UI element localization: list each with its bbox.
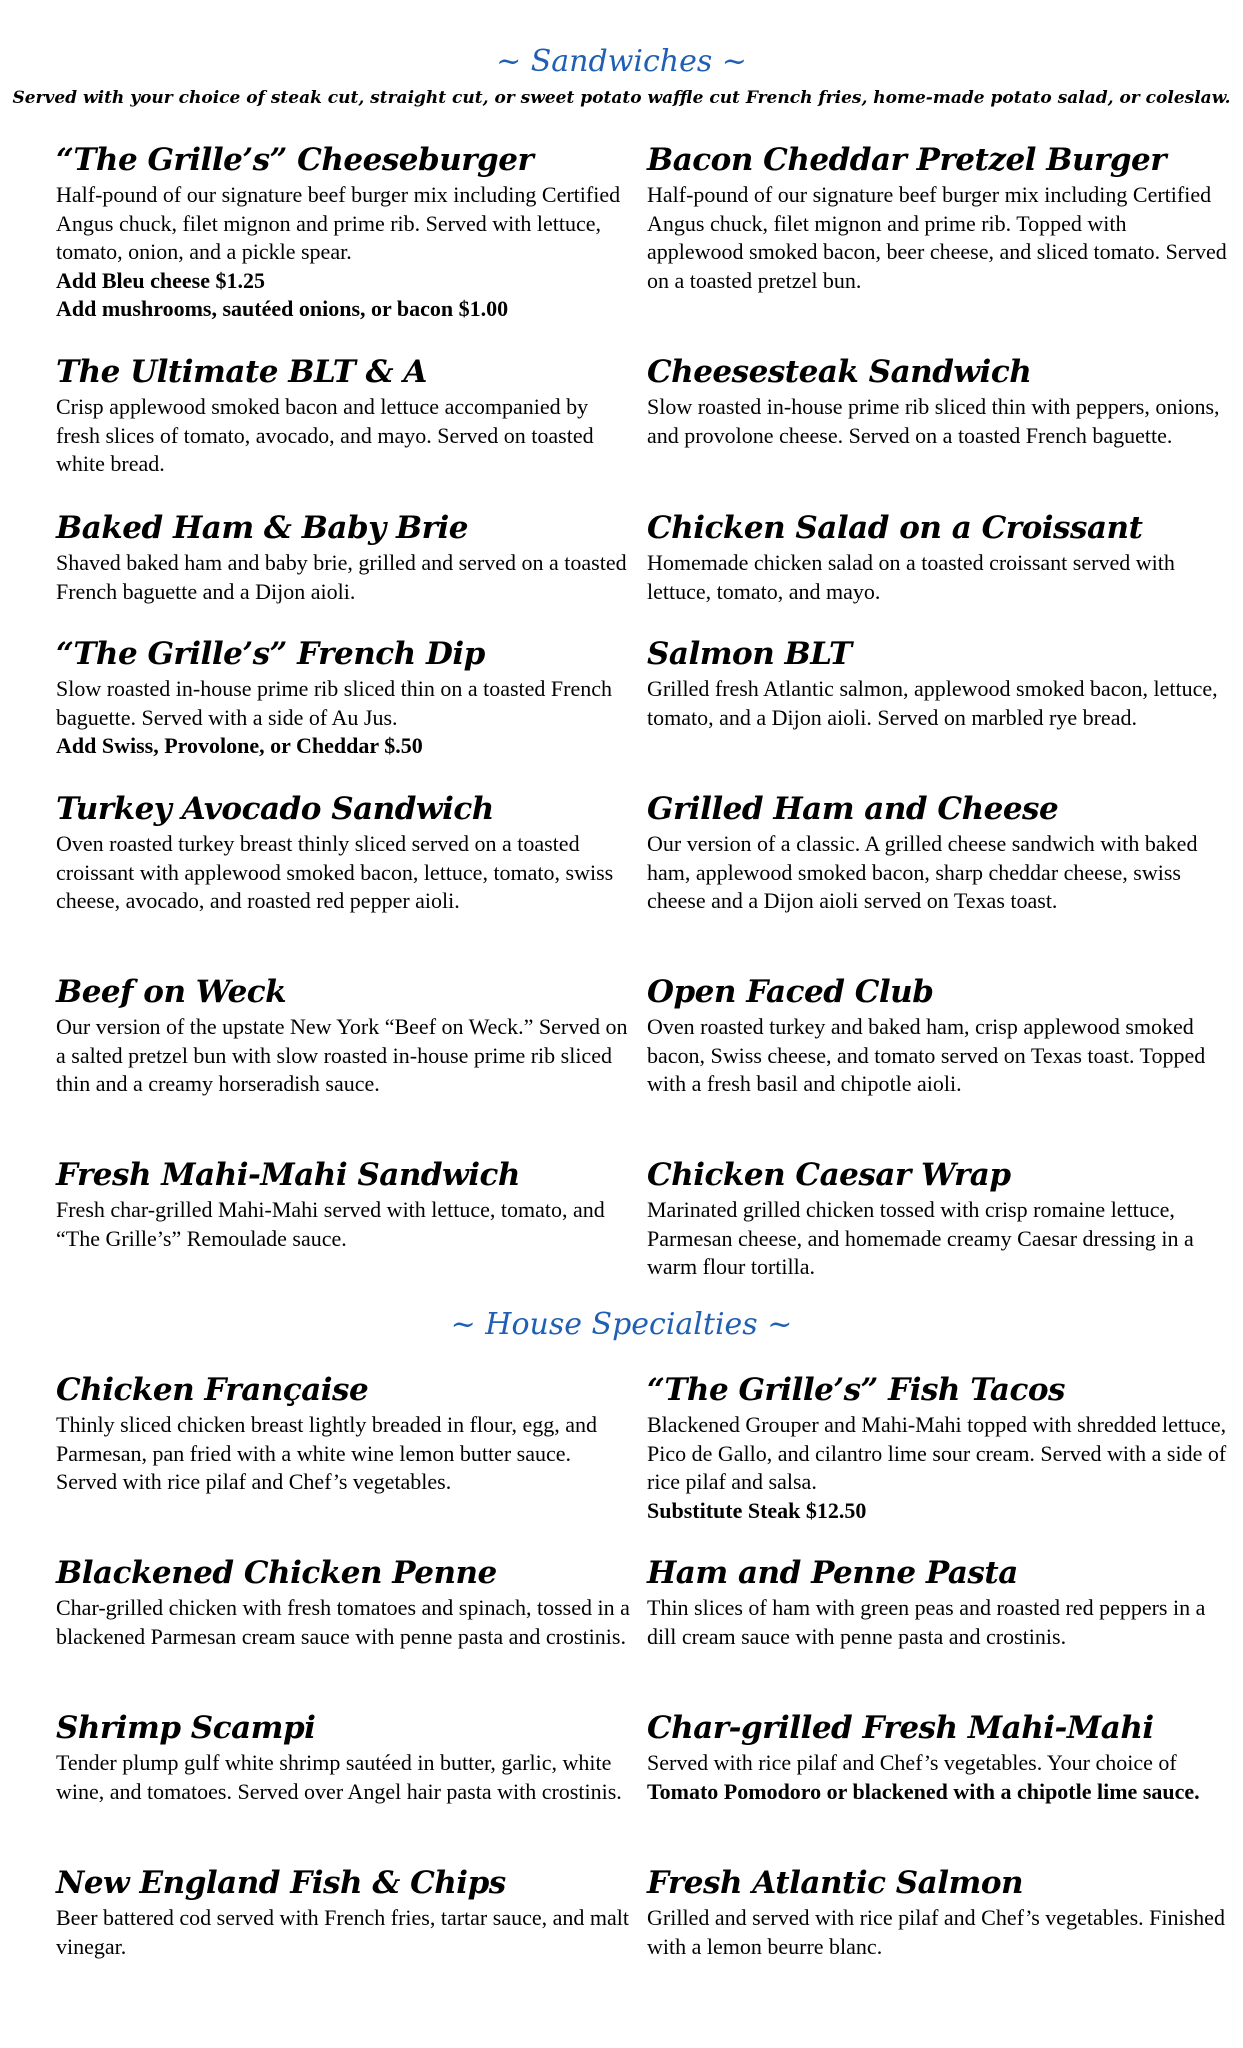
menu-item (647, 634, 1227, 732)
menu-item (56, 1553, 636, 1651)
menu-item (56, 1708, 636, 1806)
item-name: Fresh Atlantic Salmon (647, 1865, 1024, 1901)
menu-item (647, 1155, 1227, 1282)
item-description: Fresh char-grilled Mahi-Mahi served with lettuce, tomato, and “The Grille’s” Remoulade sauce. (56, 1197, 605, 1251)
menu-item (56, 972, 636, 1099)
item-description: Blackened Grouper and Mahi-Mahi topped with shredded lettuce, Pico de Gallo, and cilantro lime sour cream. Served with a side of rice pilaf and salsa. (647, 1412, 1227, 1494)
item-description: Grilled fresh Atlantic salmon, applewood smoked bacon, lettuce, tomato, and a Dijon aioli. Served on marbled rye bread. (647, 676, 1218, 730)
item-addon: Add Bleu cheese $1.25 (56, 267, 265, 293)
item-name: Turkey Avocado Sandwich (56, 791, 494, 827)
item-name: Cheesesteak Sandwich (647, 354, 1032, 390)
item-name: “The Grille’s” Fish Tacos (647, 1372, 1065, 1408)
item-addon: Substitute Steak $12.50 (647, 1497, 867, 1523)
menu-item (647, 508, 1227, 606)
menu-item (647, 352, 1227, 450)
menu-item (56, 1370, 636, 1497)
menu-item (647, 1863, 1227, 1961)
menu-item (647, 140, 1227, 295)
item-name: “The Grille’s” French Dip (56, 636, 485, 672)
item-description: Shaved baked ham and baby brie, grilled and served on a toasted French baguette and a Dijon aioli. (56, 550, 627, 604)
menu-item (647, 972, 1227, 1099)
item-description: Oven roasted turkey breast thinly sliced served on a toasted croissant with applewood smoked bacon, lettuce, tomato, swiss cheese, avocado, and roasted red pepper aioli. (56, 831, 614, 913)
item-addon: Add Swiss, Provolone, or Cheddar $.50 (56, 733, 423, 758)
menu-item (56, 634, 636, 761)
item-description: Half-pound of our signature beef burger mix including Certified Angus chuck, filet mignon and prime rib. Served with lettuce, tomato, onion, and a pickle spear. (56, 182, 621, 264)
item-description: Thinly sliced chicken breast lightly breaded in flour, egg, and Parmesan, pan fried with a white wine lemon butter sauce. Served with rice pilaf and Chef’s vegetables. (56, 1412, 598, 1494)
item-name: Ham and Penne Pasta (647, 1555, 1018, 1591)
item-description-bold: Tomato Pomodoro or blackened with a chipotle lime sauce. (647, 1778, 1200, 1804)
item-description: Grilled and served with rice pilaf and Chef’s vegetables. Finished with a lemon beurre blanc. (647, 1905, 1225, 1959)
item-name: Grilled Ham and Cheese (647, 791, 1059, 827)
item-description-text: Served with rice pilaf and Chef’s vegetables. Your choice of (647, 1750, 1177, 1775)
item-name: Shrimp Scampi (56, 1710, 316, 1746)
item-name: Bacon Cheddar Pretzel Burger (647, 142, 1167, 178)
item-description: Our version of the upstate New York “Beef on Weck.” Served on a salted pretzel bun with slow roasted in-house prime rib sliced thin and a creamy horseradish sauce. (56, 1014, 628, 1096)
item-name: Open Faced Club (647, 974, 934, 1010)
sandwiches-heading: ~ Sandwiches ~ (496, 44, 747, 79)
menu-item (56, 789, 636, 916)
item-description: Slow roasted in-house prime rib sliced thin with peppers, onions, and provolone cheese. Served on a toasted French baguette. (647, 394, 1220, 448)
item-description: Marinated grilled chicken tossed with crisp romaine lettuce, Parmesan cheese, and homemade creamy Caesar dressing in a warm flour tortilla. (647, 1197, 1194, 1279)
menu-item (56, 352, 636, 479)
menu-item (56, 140, 636, 324)
item-description: Tender plump gulf white shrimp sautéed in butter, garlic, white wine, and tomatoes. Served over Angel hair pasta with crostinis. (56, 1750, 622, 1804)
item-name: “The Grille’s” Cheeseburger (56, 142, 534, 178)
item-description: Crisp applewood smoked bacon and lettuce accompanied by fresh slices of tomato, avocado, and mayo. Served on toasted white bread. (56, 394, 594, 476)
item-description: Slow roasted in-house prime rib sliced thin on a toasted French baguette. Served with a side of Au Jus. (56, 676, 612, 730)
item-name: Fresh Mahi-Mahi Sandwich (56, 1157, 520, 1193)
item-description: Homemade chicken salad on a toasted croissant served with lettuce, tomato, and mayo. (647, 550, 1175, 604)
menu-item (56, 1155, 636, 1253)
item-description: Beer battered cod served with French fries, tartar sauce, and malt vinegar. (56, 1905, 629, 1959)
item-name: Char-grilled Fresh Mahi-Mahi (647, 1710, 1154, 1746)
menu-item (647, 1708, 1227, 1806)
item-name: Salmon BLT (647, 636, 852, 672)
item-name: Chicken Caesar Wrap (647, 1157, 1011, 1193)
sandwiches-subtitle: Served with your choice of steak cut, straight cut, or sweet potato waffle cut French fries, home-made potato salad, or coleslaw. (12, 88, 1231, 108)
item-description: Char-grilled chicken with fresh tomatoes and spinach, tossed in a blackened Parmesan cream sauce with penne pasta and crostinis. (56, 1595, 630, 1649)
item-name: Chicken Française (56, 1372, 369, 1408)
item-name: The Ultimate BLT & A (56, 354, 427, 390)
item-addon: Add mushrooms, sautéed onions, or bacon $1.00 (56, 296, 509, 321)
item-description: Oven roasted turkey and baked ham, crisp applewood smoked bacon, Swiss cheese, and tomato served on Texas toast. Topped with a fresh basil and chipotle aioli. (647, 1014, 1206, 1096)
item-description (647, 1749, 1227, 1806)
menu-item (56, 1863, 636, 1961)
menu-item (56, 508, 636, 606)
item-name: Chicken Salad on a Croissant (647, 510, 1143, 546)
item-name: Baked Ham & Baby Brie (56, 510, 469, 546)
menu-item (647, 1553, 1227, 1651)
item-name: Blackened Chicken Penne (56, 1555, 497, 1591)
item-description: Thin slices of ham with green peas and roasted red peppers in a dill cream sauce with penne pasta and crostinis. (647, 1595, 1206, 1649)
item-description: Half-pound of our signature beef burger mix including Certified Angus chuck, filet mignon and prime rib. Topped with applewood smoked bacon, beer cheese, and sliced tomato. Served on a toasted pretzel bun. (647, 182, 1227, 293)
menu-item (647, 789, 1227, 916)
item-name: New England Fish & Chips (56, 1865, 506, 1901)
specialties-heading: ~ House Specialties ~ (450, 1307, 793, 1342)
menu-item (647, 1370, 1227, 1525)
item-description: Our version of a classic. A grilled cheese sandwich with baked ham, applewood smoked bacon, sharp cheddar cheese, swiss cheese and a Dijon aioli served on Texas toast. (647, 831, 1198, 913)
item-name: Beef on Weck (56, 974, 287, 1010)
